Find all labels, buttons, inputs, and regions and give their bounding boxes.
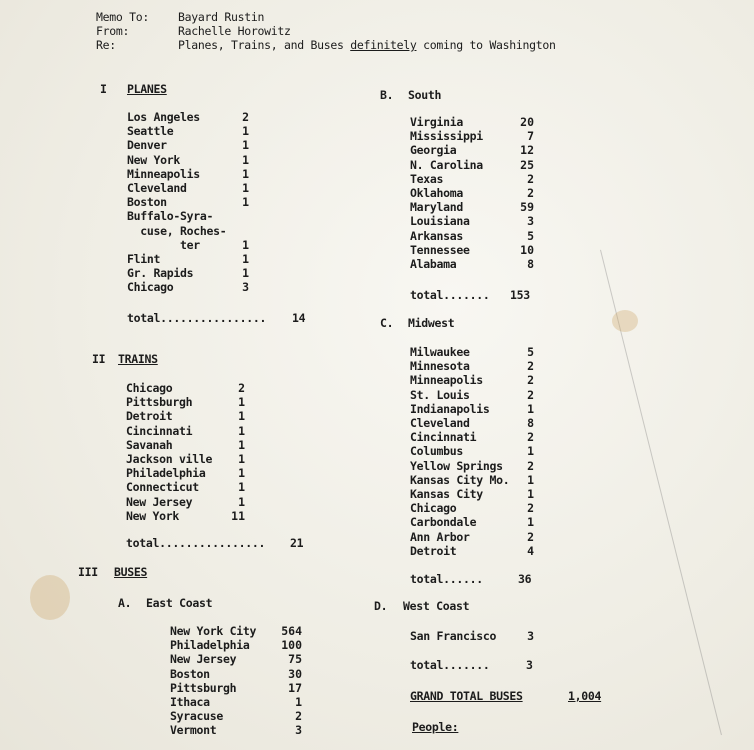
row-value: 1 — [238, 409, 245, 424]
row-name: Gr. Rapids — [127, 266, 194, 281]
list-row — [410, 459, 534, 473]
row-value: 100 — [281, 638, 302, 653]
row-value: 2 — [527, 458, 534, 473]
row-value: 5 — [527, 345, 534, 360]
row-name: Texas — [410, 171, 444, 186]
list-row — [410, 544, 534, 558]
list-row — [170, 638, 302, 652]
row-value: 1 — [238, 423, 245, 438]
row-value: 2 — [527, 529, 534, 544]
trains-numeral: II — [92, 352, 106, 366]
row-value: 1 — [238, 437, 245, 452]
list-row — [126, 424, 245, 438]
row-value: 25 — [520, 157, 534, 172]
row-name: Chicago — [410, 501, 457, 516]
midwest-heading: Midwest — [408, 316, 455, 330]
list-row — [410, 402, 534, 416]
list-row — [170, 652, 302, 666]
row-name: Chicago — [126, 381, 173, 396]
buses-numeral: III — [78, 565, 98, 579]
row-name: Pittsburgh — [170, 680, 237, 695]
list-row — [410, 129, 534, 143]
row-value: 11 — [231, 508, 245, 523]
row-value: 3 — [527, 629, 534, 644]
paper-stain — [30, 575, 70, 620]
row-value: 1 — [527, 472, 534, 487]
row-value: 1 — [295, 695, 302, 710]
list-row — [127, 280, 249, 294]
grand-total-value: 1,004 — [568, 689, 602, 703]
row-value: 1 — [242, 266, 249, 281]
trains-heading: TRAINS — [118, 352, 158, 366]
list-row — [170, 709, 302, 723]
row-value: 1 — [242, 251, 249, 266]
list-row — [410, 373, 534, 387]
row-name: Indianapolis — [410, 401, 490, 416]
list-row — [127, 266, 249, 280]
list-row — [127, 209, 249, 223]
row-name: N. Carolina — [410, 157, 483, 172]
row-name: Buffalo-Syra- — [127, 209, 214, 224]
row-value: 1 — [238, 452, 245, 467]
row-name: Philadelphia — [170, 638, 250, 653]
row-name: Carbondale — [410, 515, 477, 530]
row-name: Denver — [127, 138, 167, 153]
memo-re-label: Re: — [96, 38, 116, 52]
list-row — [127, 124, 249, 138]
row-name: New York — [127, 152, 180, 167]
row-name: Louisiana — [410, 214, 470, 229]
row-name: Detroit — [410, 543, 457, 558]
row-value: 7 — [527, 129, 534, 144]
row-value: 2 — [527, 171, 534, 186]
west-coast-total-label: total....... — [410, 658, 490, 672]
list-row — [126, 438, 245, 452]
east-coast-heading: East Coast — [146, 596, 213, 610]
row-name: Flint — [127, 251, 161, 266]
list-row — [410, 143, 534, 157]
row-value: 1 — [242, 195, 249, 210]
row-value: 12 — [520, 143, 534, 158]
west-coast-total-value: 3 — [526, 658, 533, 672]
list-row — [410, 416, 534, 430]
row-name: Maryland — [410, 200, 463, 215]
midwest-total-label: total...... — [410, 572, 483, 586]
list-row — [126, 395, 245, 409]
row-name: San Francisco — [410, 629, 497, 644]
row-name: St. Louis — [410, 387, 470, 402]
row-value: 8 — [527, 256, 534, 271]
row-value: 17 — [288, 680, 302, 695]
memo-to-label: Memo To: — [96, 10, 149, 24]
paper-fold — [600, 221, 754, 735]
south-letter: B. — [380, 88, 394, 102]
row-value: 20 — [520, 115, 534, 130]
east-coast-list — [170, 624, 302, 738]
list-row — [127, 153, 249, 167]
list-row — [410, 473, 534, 487]
planes-heading: PLANES — [127, 82, 167, 96]
planes-list — [127, 110, 249, 294]
row-name: Cleveland — [410, 416, 470, 431]
row-name: New Jersey — [170, 652, 237, 667]
list-row — [126, 381, 245, 395]
row-value: 1 — [527, 515, 534, 530]
row-value: 75 — [288, 652, 302, 667]
list-row — [127, 195, 249, 209]
south-total-label: total....... — [410, 288, 490, 302]
west-coast-list — [410, 629, 534, 643]
row-value: 564 — [281, 624, 302, 639]
row-name: Savanah — [126, 437, 173, 452]
row-value: 2 — [527, 359, 534, 374]
row-value: 2 — [527, 186, 534, 201]
row-name: Minneapolis — [127, 166, 200, 181]
row-value: 1 — [238, 480, 245, 495]
row-name: Boston — [127, 195, 167, 210]
row-value: 3 — [242, 280, 249, 295]
row-value: 2 — [295, 709, 302, 724]
list-row — [410, 629, 534, 643]
list-row — [410, 345, 534, 359]
row-value: 1 — [242, 152, 249, 167]
midwest-list — [410, 345, 534, 558]
west-coast-letter: D. — [374, 599, 388, 613]
list-row — [127, 167, 249, 181]
list-row — [126, 409, 245, 423]
south-list — [410, 115, 534, 271]
row-name: Minnesota — [410, 359, 470, 374]
trains-total-label: total................ — [126, 536, 266, 550]
list-row — [410, 487, 534, 501]
row-name: Virginia — [410, 115, 463, 130]
row-name: Cleveland — [127, 181, 187, 196]
row-name: Arkansas — [410, 228, 463, 243]
list-row — [126, 466, 245, 480]
list-row — [410, 359, 534, 373]
memo-from-value: Rachelle Horowitz — [178, 24, 291, 38]
row-name: Ithaca — [170, 695, 210, 710]
row-value: 2 — [527, 387, 534, 402]
list-row — [410, 172, 534, 186]
trains-list — [126, 381, 245, 523]
list-row — [410, 200, 534, 214]
midwest-total-value: 36 — [518, 572, 532, 586]
row-value: 1 — [238, 494, 245, 509]
row-value: 2 — [527, 373, 534, 388]
row-value: 2 — [527, 430, 534, 445]
row-name: cuse, Roches- — [127, 223, 227, 238]
row-name: Pittsburgh — [126, 395, 193, 410]
planes-numeral: I — [100, 82, 107, 96]
row-name: Chicago — [127, 280, 174, 295]
memo-from-label: From: — [96, 24, 130, 38]
row-value: 2 — [242, 110, 249, 125]
row-name: Kansas City Mo. — [410, 472, 510, 487]
memo-re-value: Planes, Trains, and Buses definitely coming to Washington — [178, 38, 556, 52]
list-row — [410, 529, 534, 543]
south-heading: South — [408, 88, 442, 102]
row-value: 10 — [520, 242, 534, 257]
east-coast-letter: A. — [118, 596, 132, 610]
list-row — [410, 158, 534, 172]
list-row — [170, 667, 302, 681]
row-name: Mississippi — [410, 129, 483, 144]
row-value: 1 — [242, 166, 249, 181]
row-name: Jackson ville — [126, 452, 213, 467]
list-row — [170, 723, 302, 737]
row-name: Cincinnati — [410, 430, 477, 445]
south-total-value: 153 — [510, 288, 530, 302]
list-row — [410, 430, 534, 444]
row-value: 1 — [242, 237, 249, 252]
list-row — [410, 115, 534, 129]
list-row — [126, 480, 245, 494]
list-row — [410, 444, 534, 458]
row-name: Georgia — [410, 143, 457, 158]
midwest-letter: C. — [380, 316, 394, 330]
west-coast-heading: West Coast — [403, 599, 470, 613]
row-value: 8 — [527, 416, 534, 431]
row-value: 30 — [288, 666, 302, 681]
row-value: 1 — [527, 401, 534, 416]
row-name: Kansas City — [410, 486, 483, 501]
row-name: Vermont — [170, 723, 217, 738]
row-name: Alabama — [410, 256, 457, 271]
list-row — [410, 214, 534, 228]
grand-total-label: GRAND TOTAL BUSES — [410, 689, 523, 703]
list-row — [410, 257, 534, 271]
row-name: New Jersey — [126, 494, 193, 509]
planes-total-label: total................ — [127, 311, 267, 325]
row-name: Yellow Springs — [410, 458, 503, 473]
buses-heading: BUSES — [114, 565, 148, 579]
people-label: People: — [412, 720, 459, 734]
row-name: Ann Arbor — [410, 529, 470, 544]
row-name: Tennessee — [410, 242, 470, 257]
row-name: Seattle — [127, 124, 174, 139]
list-row — [126, 452, 245, 466]
row-value: 3 — [295, 723, 302, 738]
row-value: 1 — [242, 181, 249, 196]
list-row — [127, 110, 249, 124]
paper-stain — [612, 310, 638, 332]
list-row — [410, 243, 534, 257]
row-name: Cincinnati — [126, 423, 193, 438]
list-row — [410, 501, 534, 515]
row-value: 3 — [527, 214, 534, 229]
row-value: 2 — [527, 501, 534, 516]
row-name: Connecticut — [126, 480, 199, 495]
row-name: Oklahoma — [410, 186, 463, 201]
row-name: New York City — [170, 624, 257, 639]
list-row — [410, 515, 534, 529]
row-name: Boston — [170, 666, 210, 681]
row-value: 1 — [238, 466, 245, 481]
list-row — [410, 229, 534, 243]
list-row — [127, 252, 249, 266]
row-name: Columbus — [410, 444, 463, 459]
row-value: 1 — [242, 124, 249, 139]
row-value: 1 — [527, 486, 534, 501]
row-name: Syracuse — [170, 709, 223, 724]
row-name: Los Angeles — [127, 110, 200, 125]
row-value: 1 — [238, 395, 245, 410]
planes-total-value: 14 — [292, 311, 306, 325]
list-row — [410, 186, 534, 200]
list-row — [170, 624, 302, 638]
list-row — [127, 181, 249, 195]
list-row — [170, 681, 302, 695]
trains-total-value: 21 — [290, 536, 304, 550]
row-name: Milwaukee — [410, 345, 470, 360]
list-row — [126, 509, 245, 523]
row-value: 5 — [527, 228, 534, 243]
row-name: Detroit — [126, 409, 173, 424]
row-value: 2 — [238, 381, 245, 396]
row-name: ter — [127, 237, 200, 252]
row-name: Minneapolis — [410, 373, 483, 388]
list-row — [170, 695, 302, 709]
row-name: New York — [126, 508, 179, 523]
row-value: 59 — [520, 200, 534, 215]
list-row — [127, 224, 249, 238]
row-value: 1 — [242, 138, 249, 153]
list-row — [410, 388, 534, 402]
memo-to-value: Bayard Rustin — [178, 10, 265, 24]
row-value: 4 — [527, 543, 534, 558]
list-row — [127, 138, 249, 152]
row-name: Philadelphia — [126, 466, 206, 481]
list-row — [126, 495, 245, 509]
row-value: 1 — [527, 444, 534, 459]
list-row — [127, 238, 249, 252]
